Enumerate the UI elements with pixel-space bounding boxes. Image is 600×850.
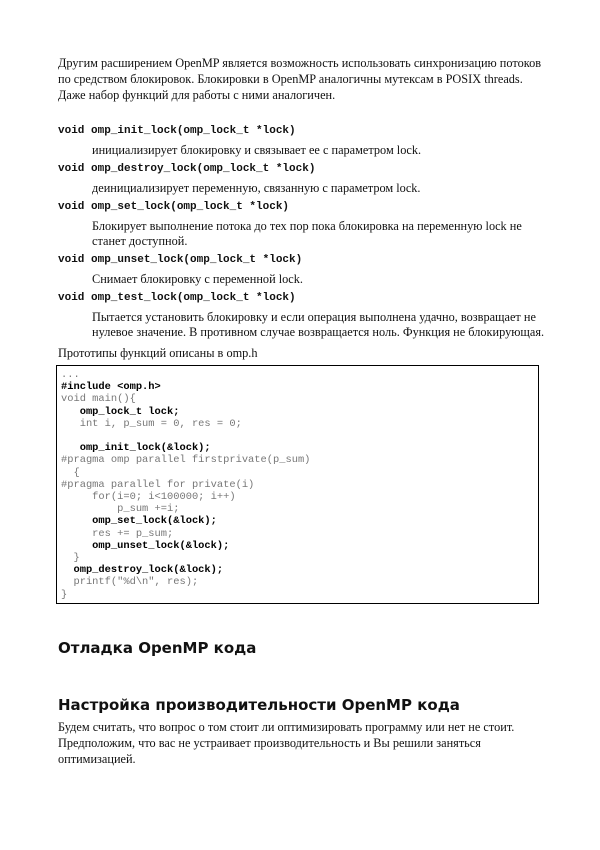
intro-paragraph: Другим расширением OpenMP является возможность использовать синхронизацию потоков по средством блокировок. Блокировки в OpenMP аналогичны мутексам в POSIX threads. Даже набор функций для работы с ними аналогичен.	[58, 56, 542, 102]
code-line: #pragma omp parallel firstprivate(p_sum)	[61, 454, 311, 467]
code-line: int i, p_sum = 0, res = 0;	[61, 417, 242, 430]
code-line: omp_set_lock(&lock);	[61, 515, 217, 528]
code-line: }	[61, 588, 68, 601]
code-line: }	[61, 552, 80, 565]
function-description: Пытается установить блокировку и если операция выполнена удачно, возвращает не нулевое значение. В противном случае возвращается ноль. Функция не блокирующая.	[92, 310, 545, 339]
code-line: ...	[61, 369, 80, 381]
code-line: res += p_sum;	[61, 527, 174, 540]
function-description: деинициализирует переменную, связанную с параметром lock.	[92, 181, 421, 195]
code-line: #pragma parallel for private(i)	[61, 478, 255, 491]
function-signature: void omp_destroy_lock(omp_lock_t *lock)	[58, 163, 316, 175]
code-line: #include <omp.h>	[61, 381, 161, 394]
code-line: omp_init_lock(&lock);	[61, 442, 211, 455]
function-description: инициализирует блокировку и связывает ее с параметром lock.	[92, 143, 422, 157]
code-line: omp_unset_lock(&lock);	[61, 539, 230, 552]
code-line: p_sum +=i;	[61, 503, 180, 516]
function-signature: void omp_init_lock(omp_lock_t *lock)	[58, 125, 296, 137]
code-line	[61, 430, 538, 442]
function-signature: void omp_unset_lock(omp_lock_t *lock)	[58, 254, 303, 266]
code-line: omp_lock_t lock;	[61, 405, 180, 418]
function-signature: void omp_test_lock(omp_lock_t *lock)	[58, 292, 296, 304]
outro-paragraph: Будем считать, что вопрос о том стоит ли оптимизировать программу или нет не стоит. Предположим, что вас не устраивает производительность и Вы решили заняться оптимизацией.	[58, 719, 515, 766]
code-line: for(i=0; i<100000; i++)	[61, 491, 236, 504]
function-signature: void omp_set_lock(omp_lock_t *lock)	[58, 201, 290, 213]
section-heading-performance: Настройка производительности OpenMP кода	[58, 695, 460, 714]
function-description: Блокирует выполнение потока до тех пор пока блокировка на переменную lock не станет доступной.	[92, 219, 522, 248]
code-line: omp_destroy_lock(&lock);	[61, 564, 224, 577]
code-line: void main(){	[61, 393, 136, 406]
prototypes-note: Прототипы функций описаны в omp.h	[58, 346, 258, 360]
code-line: printf("%d\n", res);	[61, 576, 199, 589]
function-description: Снимает блокировку с переменной lock.	[92, 272, 303, 286]
code-line: {	[61, 466, 80, 479]
section-heading-debugging: Отладка OpenMP кода	[58, 638, 257, 657]
code-block	[56, 365, 539, 604]
